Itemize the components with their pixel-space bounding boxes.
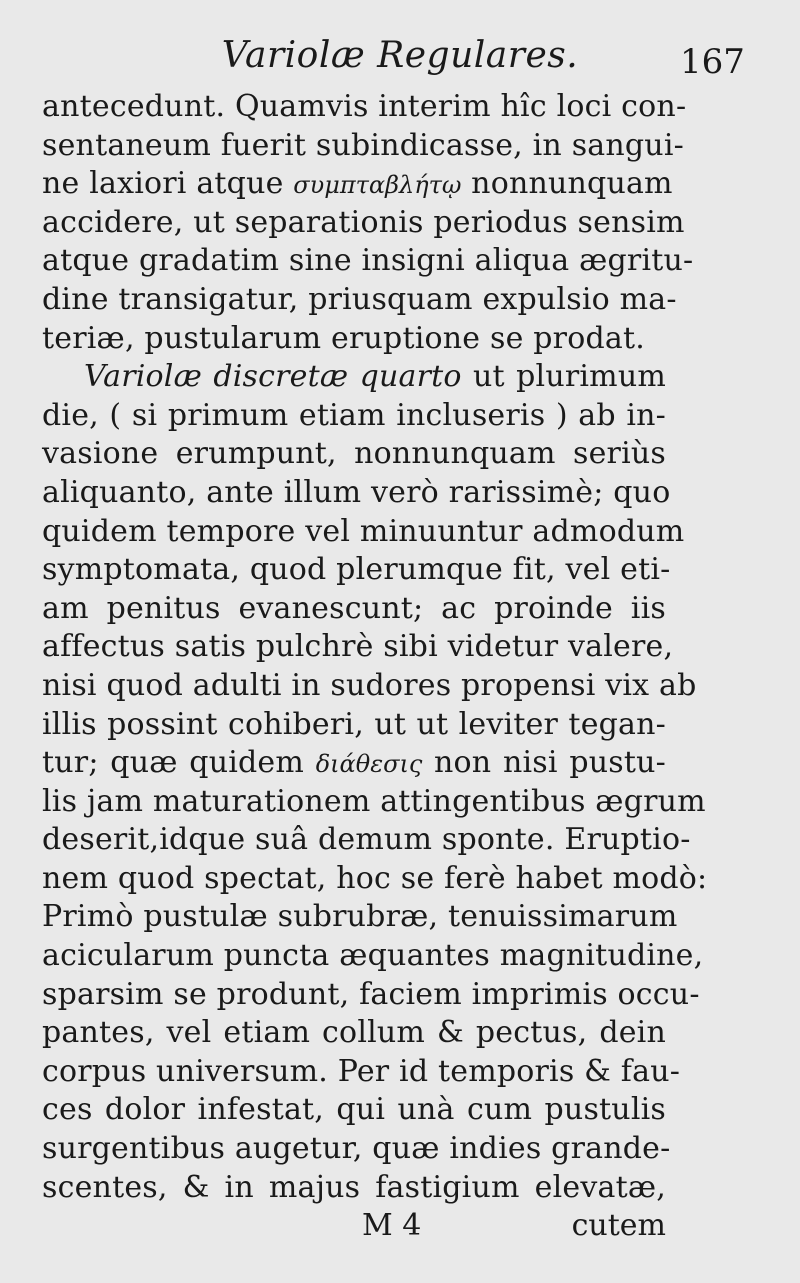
text-line: Primò pustulæ subrubræ, tenuissimarum [42,899,678,935]
greek-word: διάθεσις [315,750,423,779]
text-line: ne laxiori atque συμπταβλήτῳ nonnunquam [42,166,673,202]
signature-mark: M 4 [362,1208,422,1243]
text-line: dine transigatur, priusquam expulsio ma- [42,281,677,317]
text-line: corpus universum. Per id temporis & fau- [42,1053,681,1089]
text-line: tur; quæ quidem διάθεσις non nisi pustu- [42,745,666,781]
text-line: atque gradatim sine insigni aliqua ægritu- [42,243,694,279]
text-line: pantes, vel etiam collum & pectus, dein [42,1015,666,1051]
page-number: 167 [680,42,745,82]
text-line: quidem tempore vel minuuntur admodum [42,513,685,549]
page-footer [42,1206,666,1246]
catchword: cutem [571,1208,666,1243]
text-line: illis possint cohiberi, ut ut leviter tegan- [42,706,666,742]
text-line: teriæ, pustularum eruptione se prodat. [42,320,645,356]
text-line: deserit,idque suâ demum sponte. Eruptio- [42,822,691,858]
greek-word: συμπταβλήτῳ [293,171,462,200]
text-line: surgentibus augetur, quæ indies grande- [42,1131,671,1167]
text-line: antecedunt. Quamvis interim hîc loci con- [42,89,687,124]
text-line: lis jam maturationem attingentibus ægrum [42,783,706,819]
running-head: Variolæ Regulares. [221,35,579,76]
text-line: accidere, ut separationis periodus sensim [42,204,685,240]
text-line: aliquanto, ante illum verò rarissimè; quo [42,474,671,510]
text-line: sentaneum fuerit subindicasse, in sangui- [42,127,684,163]
text-line: scentes, & in majus fastigium elevatæ, [42,1169,666,1205]
text-line: nisi quod adulti in sudores propensi vix ab [42,667,697,703]
text-line: symptomata, quod plerumque fit, vel eti- [42,552,671,588]
text-line: sparsim se produnt, faciem imprimis occu- [42,976,700,1012]
text-line: am penitus evanescunt; ac proinde iis [42,590,666,626]
text-line: affectus satis pulchrè sibi videtur valere, [42,629,674,665]
text-line: vasione erumpunt, nonnunquam seriùs [42,436,666,472]
text-line: acicularum puncta æquantes magnitudine, [42,938,704,974]
text-line: die, ( si primum etiam incluseris ) ab in- [42,397,666,433]
body-text [42,88,708,1207]
paragraph-start-line: Variolæ discretæ quarto ut plurimum [84,359,666,395]
text-line: nem quod spectat, hoc se ferè habet modò: [42,860,708,896]
text-line: ces dolor infestat, qui unà cum pustulis [42,1092,666,1128]
